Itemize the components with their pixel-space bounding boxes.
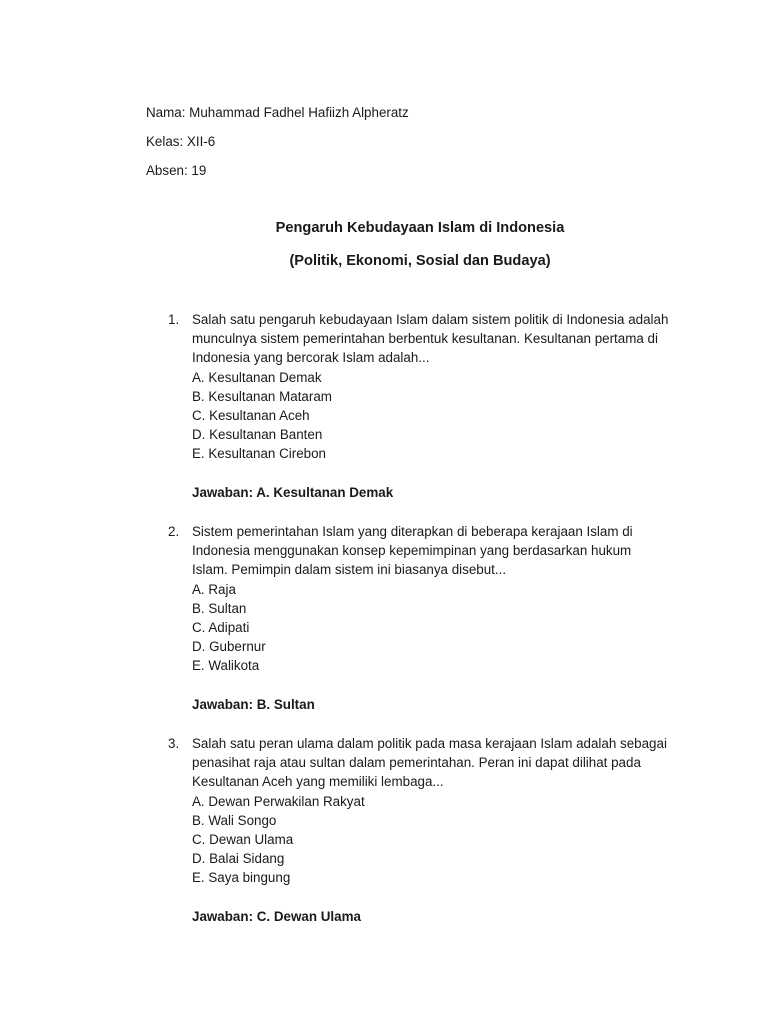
option-d: D. Kesultanan Banten [192, 427, 323, 443]
document-subtitle: (Politik, Ekonomi, Sosial dan Budaya) [289, 253, 551, 269]
student-name: Nama: Muhammad Fadhel Hafiizh Alpheratz [146, 105, 409, 120]
option-b: B. Sultan [192, 600, 247, 616]
question-number: 3. [168, 736, 180, 751]
question-text-line: Salah satu pengaruh kebudayaan Islam dalam sistem politik di Indonesia adalah [192, 312, 669, 327]
question-text-line: Salah satu peran ulama dalam politik pada masa kerajaan Islam adalah sebagai [192, 736, 667, 751]
option-d: D. Balai Sidang [192, 851, 285, 867]
question-text-line: munculnya sistem pemerintahan berbentuk kesultanan. Kesultanan pertama di [192, 331, 658, 347]
option-d: D. Gubernur [192, 639, 266, 655]
option-c: C. Kesultanan Aceh [192, 408, 310, 424]
option-a: A. Dewan Perwakilan Rakyat [192, 793, 365, 809]
answer: Jawaban: B. Sultan [192, 696, 315, 712]
option-c: C. Dewan Ulama [192, 832, 294, 848]
option-c: C. Adipati [192, 620, 250, 636]
student-class: Kelas: XII-6 [146, 134, 216, 149]
question-number: 1. [168, 312, 180, 327]
answer: Jawaban: A. Kesultanan Demak [192, 484, 394, 500]
document-title: Pengaruh Kebudayaan Islam di Indonesia [275, 220, 565, 236]
option-a: A. Kesultanan Demak [192, 369, 322, 385]
option-a: A. Raja [192, 581, 236, 597]
question-text-line: Islam. Pemimpin dalam sistem ini biasanya disebut... [192, 562, 507, 578]
question-text-line: Sistem pemerintahan Islam yang diterapkan di beberapa kerajaan Islam di [192, 524, 633, 539]
question-text-line: Indonesia yang bercorak Islam adalah... [192, 350, 430, 366]
option-b: B. Kesultanan Mataram [192, 388, 332, 404]
option-b: B. Wali Songo [192, 812, 277, 828]
option-e: E. Kesultanan Cirebon [192, 446, 326, 462]
question-body [192, 734, 708, 926]
question-text-line: Kesultanan Aceh yang memiliki lembaga... [192, 774, 444, 790]
option-e: E. Saya bingung [192, 870, 291, 886]
question-text-line: penasihat raja atau sultan dalam pemerintahan. Peran ini dapat dilihat pada [192, 755, 641, 771]
question-body [192, 310, 708, 502]
question-number: 2. [168, 524, 180, 539]
question-body [192, 522, 708, 714]
student-absen: Absen: 19 [146, 163, 207, 178]
question-text-line: Indonesia menggunakan konsep kepemimpinan yang berdasarkan hukum [192, 543, 632, 559]
answer: Jawaban: C. Dewan Ulama [192, 908, 361, 924]
option-e: E. Walikota [192, 658, 260, 674]
